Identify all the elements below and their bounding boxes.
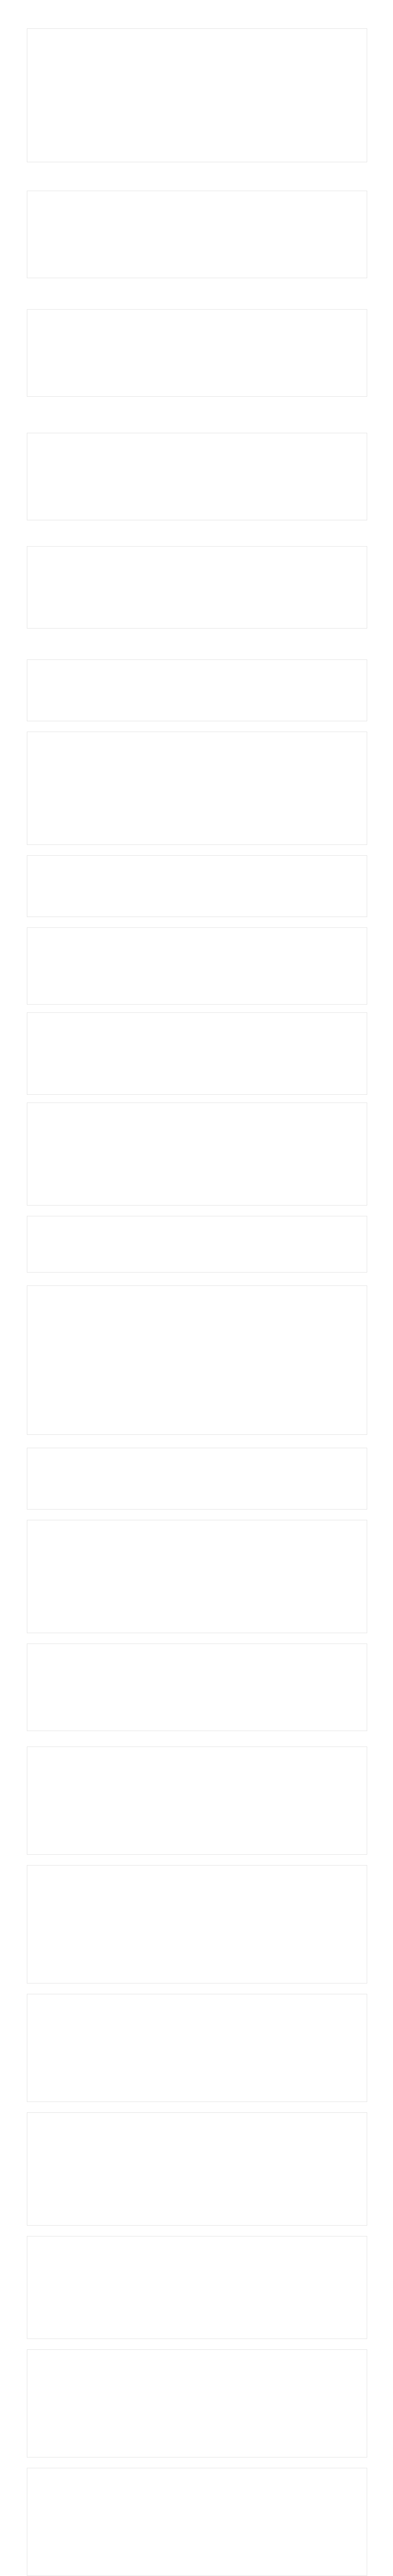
section-block (27, 927, 367, 1005)
section-block (27, 1747, 367, 1855)
section-block (27, 1520, 367, 1633)
section-block (27, 2468, 367, 2576)
section-block (27, 2349, 367, 2458)
section-block (27, 732, 367, 845)
section-block (27, 1448, 367, 1510)
section-block (27, 855, 367, 917)
section-block (27, 1012, 367, 1095)
section-block (27, 1865, 367, 1984)
section-block (27, 1285, 367, 1435)
section-block (27, 1103, 367, 1206)
section-block (27, 191, 367, 278)
section-block (27, 546, 367, 629)
section-block (27, 1216, 367, 1273)
section-block (27, 659, 367, 721)
section-block (27, 433, 367, 520)
section-block (27, 28, 367, 162)
section-block (27, 2236, 367, 2339)
section-block (27, 1643, 367, 1731)
section-block (27, 309, 367, 397)
section-block (27, 2112, 367, 2226)
section-block (27, 1994, 367, 2102)
